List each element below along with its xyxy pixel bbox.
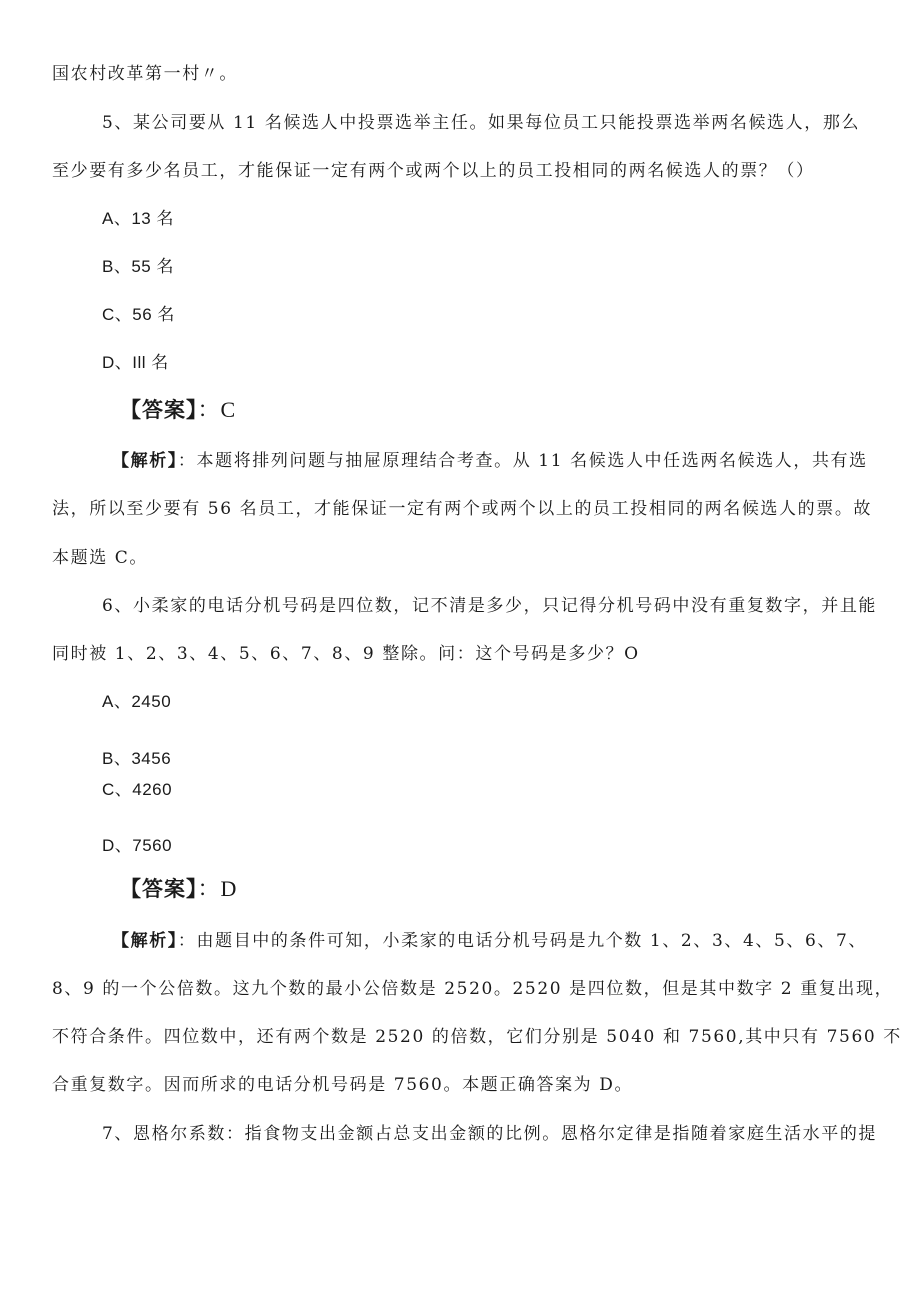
q5-analysis-line3: 本题选 C。	[52, 548, 149, 568]
q6-analysis-label: 【解析】	[112, 931, 178, 951]
q7-stem-line1: 7、恩格尔系数：指食物支出金额占总支出金额的比例。恩格尔定律是指随着家庭生活水平的提	[102, 1124, 878, 1144]
q6-answer	[120, 877, 237, 901]
q6-analysis-text1: ：由题目中的条件可知，小柔家的电话分机号码是九个数 1、2、3、4、5、6、7、	[177, 931, 868, 951]
q5-answer-label: 【答案】	[120, 398, 198, 422]
q5-stem-line2: 至少要有多少名员工，才能保证一定有两个或两个以上的员工投相同的两名候选人的票？（）	[52, 161, 815, 181]
q6-option-a: A、2450	[102, 692, 172, 711]
q6-answer-value: ：D	[197, 876, 238, 901]
q5-option-b: B、55 名	[102, 257, 174, 276]
q6-stem-line2: 同时被 1、2、3、4、5、6、7、8、9 整除。问：这个号码是多少？O	[52, 644, 640, 664]
q6-analysis-line1	[112, 929, 867, 953]
q5-option-a: A、13 名	[102, 209, 174, 228]
q5-analysis-label: 【解析】	[112, 451, 178, 471]
q6-answer-label: 【答案】	[120, 877, 198, 901]
q6-option-c: C、4260	[102, 780, 173, 799]
q5-option-d: D、Ill 名	[102, 353, 169, 372]
q5-answer	[120, 398, 236, 422]
q5-stem-line1: 5、某公司要从 11 名候选人中投票选举主任。如果每位员工只能投票选举两名候选人，那么	[102, 113, 861, 133]
q6-stem-line1: 6、小柔家的电话分机号码是四位数，记不清是多少，只记得分机号码中没有重复数字，并且能	[102, 596, 878, 616]
q6-option-b: B、3456	[102, 749, 172, 768]
q6-analysis-line3: 不符合条件。四位数中，还有两个数是 2520 的倍数，它们分别是 5040 和 7560,其中只有 7560 不	[52, 1027, 902, 1047]
q5-analysis-text1: ：本题将排列问题与抽屉原理结合考查。从 11 名候选人中任选两名候选人，共有选	[177, 451, 868, 471]
continuation-text: 国农村改革第一村〃。	[52, 64, 238, 84]
q5-analysis-line2: 法，所以至少要有 56 名员工，才能保证一定有两个或两个以上的员工投相同的两名候选人的票。故	[52, 499, 873, 519]
q6-option-d: D、7560	[102, 836, 173, 855]
q6-analysis-line4: 合重复数字。因而所求的电话分机号码是 7560。本题正确答案为 D。	[52, 1075, 634, 1095]
q5-option-c: C、56 名	[102, 305, 175, 324]
q5-analysis-line1	[112, 449, 868, 473]
q6-analysis-line2: 8、9 的一个公倍数。这九个数的最小公倍数是 2520。2520 是四位数，但是其中数字 2 重复出现，	[52, 979, 894, 999]
q5-answer-value: ：C	[197, 397, 237, 422]
